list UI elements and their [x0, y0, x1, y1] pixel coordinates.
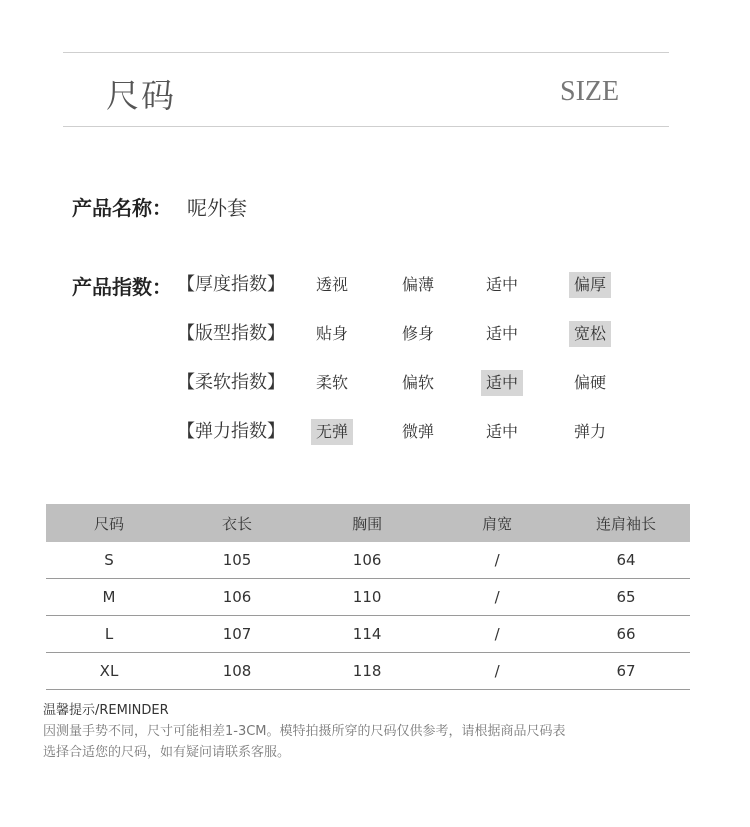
header-length: 衣长	[172, 504, 302, 542]
table-cell: 110	[302, 579, 432, 616]
table-row	[46, 542, 690, 579]
table-cell: 114	[302, 616, 432, 653]
index-name: 【弹力指数】	[177, 421, 285, 442]
reminder-line: 因测量手势不同，尺寸可能相差1-3CM。模特拍摄所穿的尺码仅供参考，请根据商品尺码表	[43, 724, 566, 739]
index-name: 【版型指数】	[177, 323, 285, 344]
index-option: 适中	[485, 275, 519, 294]
index-option: 偏软	[401, 373, 435, 392]
size-table	[46, 504, 690, 690]
table-cell: 118	[302, 653, 432, 690]
index-option: 偏硬	[573, 373, 607, 392]
table-cell: M	[46, 579, 172, 616]
index-row	[0, 417, 750, 447]
index-option: 偏薄	[401, 275, 435, 294]
index-option: 贴身	[315, 324, 349, 343]
product-name-value: 呢外套	[187, 196, 247, 220]
table-cell: /	[432, 542, 562, 579]
index-option: 柔软	[315, 373, 349, 392]
index-row	[0, 270, 750, 300]
header-size: 尺码	[46, 504, 172, 542]
page-title: 尺码	[106, 76, 176, 115]
size-table-header-row	[46, 504, 690, 542]
table-cell: 107	[172, 616, 302, 653]
header-divider	[63, 126, 669, 127]
header-chest: 胸围	[302, 504, 432, 542]
table-row	[46, 616, 690, 653]
header-sleeve: 连肩袖长	[562, 504, 690, 542]
product-name-label: 产品名称：	[72, 196, 172, 220]
index-option-selected: 适中	[481, 370, 523, 396]
index-option: 微弹	[401, 422, 435, 441]
index-option: 适中	[485, 324, 519, 343]
table-cell: XL	[46, 653, 172, 690]
index-name: 【柔软指数】	[177, 372, 285, 393]
header-shoulder: 肩宽	[432, 504, 562, 542]
index-option-selected: 无弹	[311, 419, 353, 445]
index-row	[0, 368, 750, 398]
table-cell: S	[46, 542, 172, 579]
table-cell: 64	[562, 542, 690, 579]
table-cell: 106	[172, 579, 302, 616]
table-cell: 105	[172, 542, 302, 579]
index-option: 适中	[485, 422, 519, 441]
index-option-selected: 宽松	[569, 321, 611, 347]
index-option: 弹力	[573, 422, 607, 441]
table-cell: /	[432, 579, 562, 616]
index-option: 修身	[401, 324, 435, 343]
table-cell: 106	[302, 542, 432, 579]
page-title-en: SIZE	[560, 76, 620, 107]
product-index-label: 产品指数：	[72, 275, 172, 299]
top-divider	[63, 52, 669, 53]
index-name: 【厚度指数】	[177, 274, 285, 295]
index-option: 透视	[315, 275, 349, 294]
table-cell: /	[432, 616, 562, 653]
table-row	[46, 579, 690, 616]
table-cell: /	[432, 653, 562, 690]
reminder-title: 温馨提示/REMINDER	[43, 703, 169, 718]
table-row	[46, 653, 690, 690]
table-cell: 67	[562, 653, 690, 690]
table-cell: L	[46, 616, 172, 653]
index-option-selected: 偏厚	[569, 272, 611, 298]
table-cell: 65	[562, 579, 690, 616]
reminder-line: 选择合适您的尺码，如有疑问请联系客服。	[43, 745, 291, 760]
index-row	[0, 319, 750, 349]
table-cell: 108	[172, 653, 302, 690]
table-cell: 66	[562, 616, 690, 653]
